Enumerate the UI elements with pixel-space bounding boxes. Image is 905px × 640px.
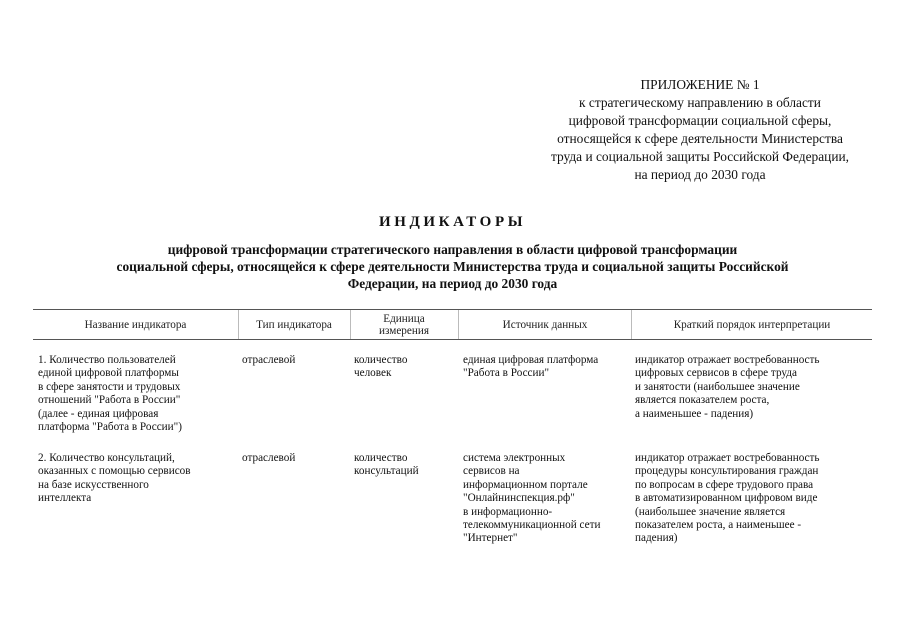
header-type: Тип индикатора (256, 318, 332, 331)
cell-indicator-name: 1. Количество пользователей единой цифровой платформы в сфере занятости и трудовых отношений "Работа в России" (далее - единая цифровая платформа "Работа в России") (38, 354, 182, 434)
cell-source: система электронных сервисов на информационном портале "Онлайнинспекция.рф" в информационно- телекоммуникационной сети "Интернет" (463, 452, 601, 545)
appendix-line: ПРИЛОЖЕНИЕ № 1 (640, 77, 760, 92)
cell-source: единая цифровая платформа "Работа в России" (463, 354, 599, 380)
table-header (33, 310, 872, 339)
document-title: ИНДИКАТОРЫ (378, 214, 527, 230)
cell-interpretation: индикатор отражает востребованность процедуры консультирования граждан по вопросам в сфере трудового права в автоматизированном цифровом виде (наибольшее значение является показателем роста, а наименьшее - падения) (635, 452, 820, 545)
appendix-line: труда и социальной защиты Российской Федерации, (550, 149, 850, 164)
header-interpretation: Краткий порядок интерпретации (673, 318, 831, 331)
header-name: Название индикатора (84, 318, 187, 331)
document-subtitle (40, 241, 865, 292)
cell-unit: количество человек (354, 354, 408, 380)
appendix-line: относящейся к сфере деятельности Министерства (557, 131, 843, 146)
appendix-line: к стратегическому направлению в области (579, 95, 821, 110)
subtitle-line: цифровой трансформации стратегического направления в области цифровой трансформации (167, 242, 738, 257)
cell-interpretation: индикатор отражает востребованность цифровых сервисов в сфере труда и занятости (наибольшее значение является показателем роста, а наименьшее - падения) (635, 354, 820, 420)
header-unit: Единица измерения (379, 312, 429, 337)
cell-indicator-type: отраслевой (242, 452, 296, 464)
table-header-rule (33, 339, 872, 340)
appendix-line: на период до 2030 года (634, 167, 766, 182)
header-source: Источник данных (502, 318, 588, 331)
cell-unit: количество консультаций (354, 452, 419, 478)
appendix-line: цифровой трансформации социальной сферы, (568, 113, 832, 128)
subtitle-line: Федерации, на период до 2030 года (347, 276, 558, 291)
cell-indicator-name: 2. Количество консультаций, оказанных с помощью сервисов на базе искусственного интеллекта (38, 452, 191, 505)
appendix-block (500, 76, 900, 184)
subtitle-line: социальной сферы, относящейся к сфере деятельности Министерства труда и социальной защиты Российской (116, 259, 789, 274)
cell-indicator-type: отраслевой (242, 354, 296, 366)
